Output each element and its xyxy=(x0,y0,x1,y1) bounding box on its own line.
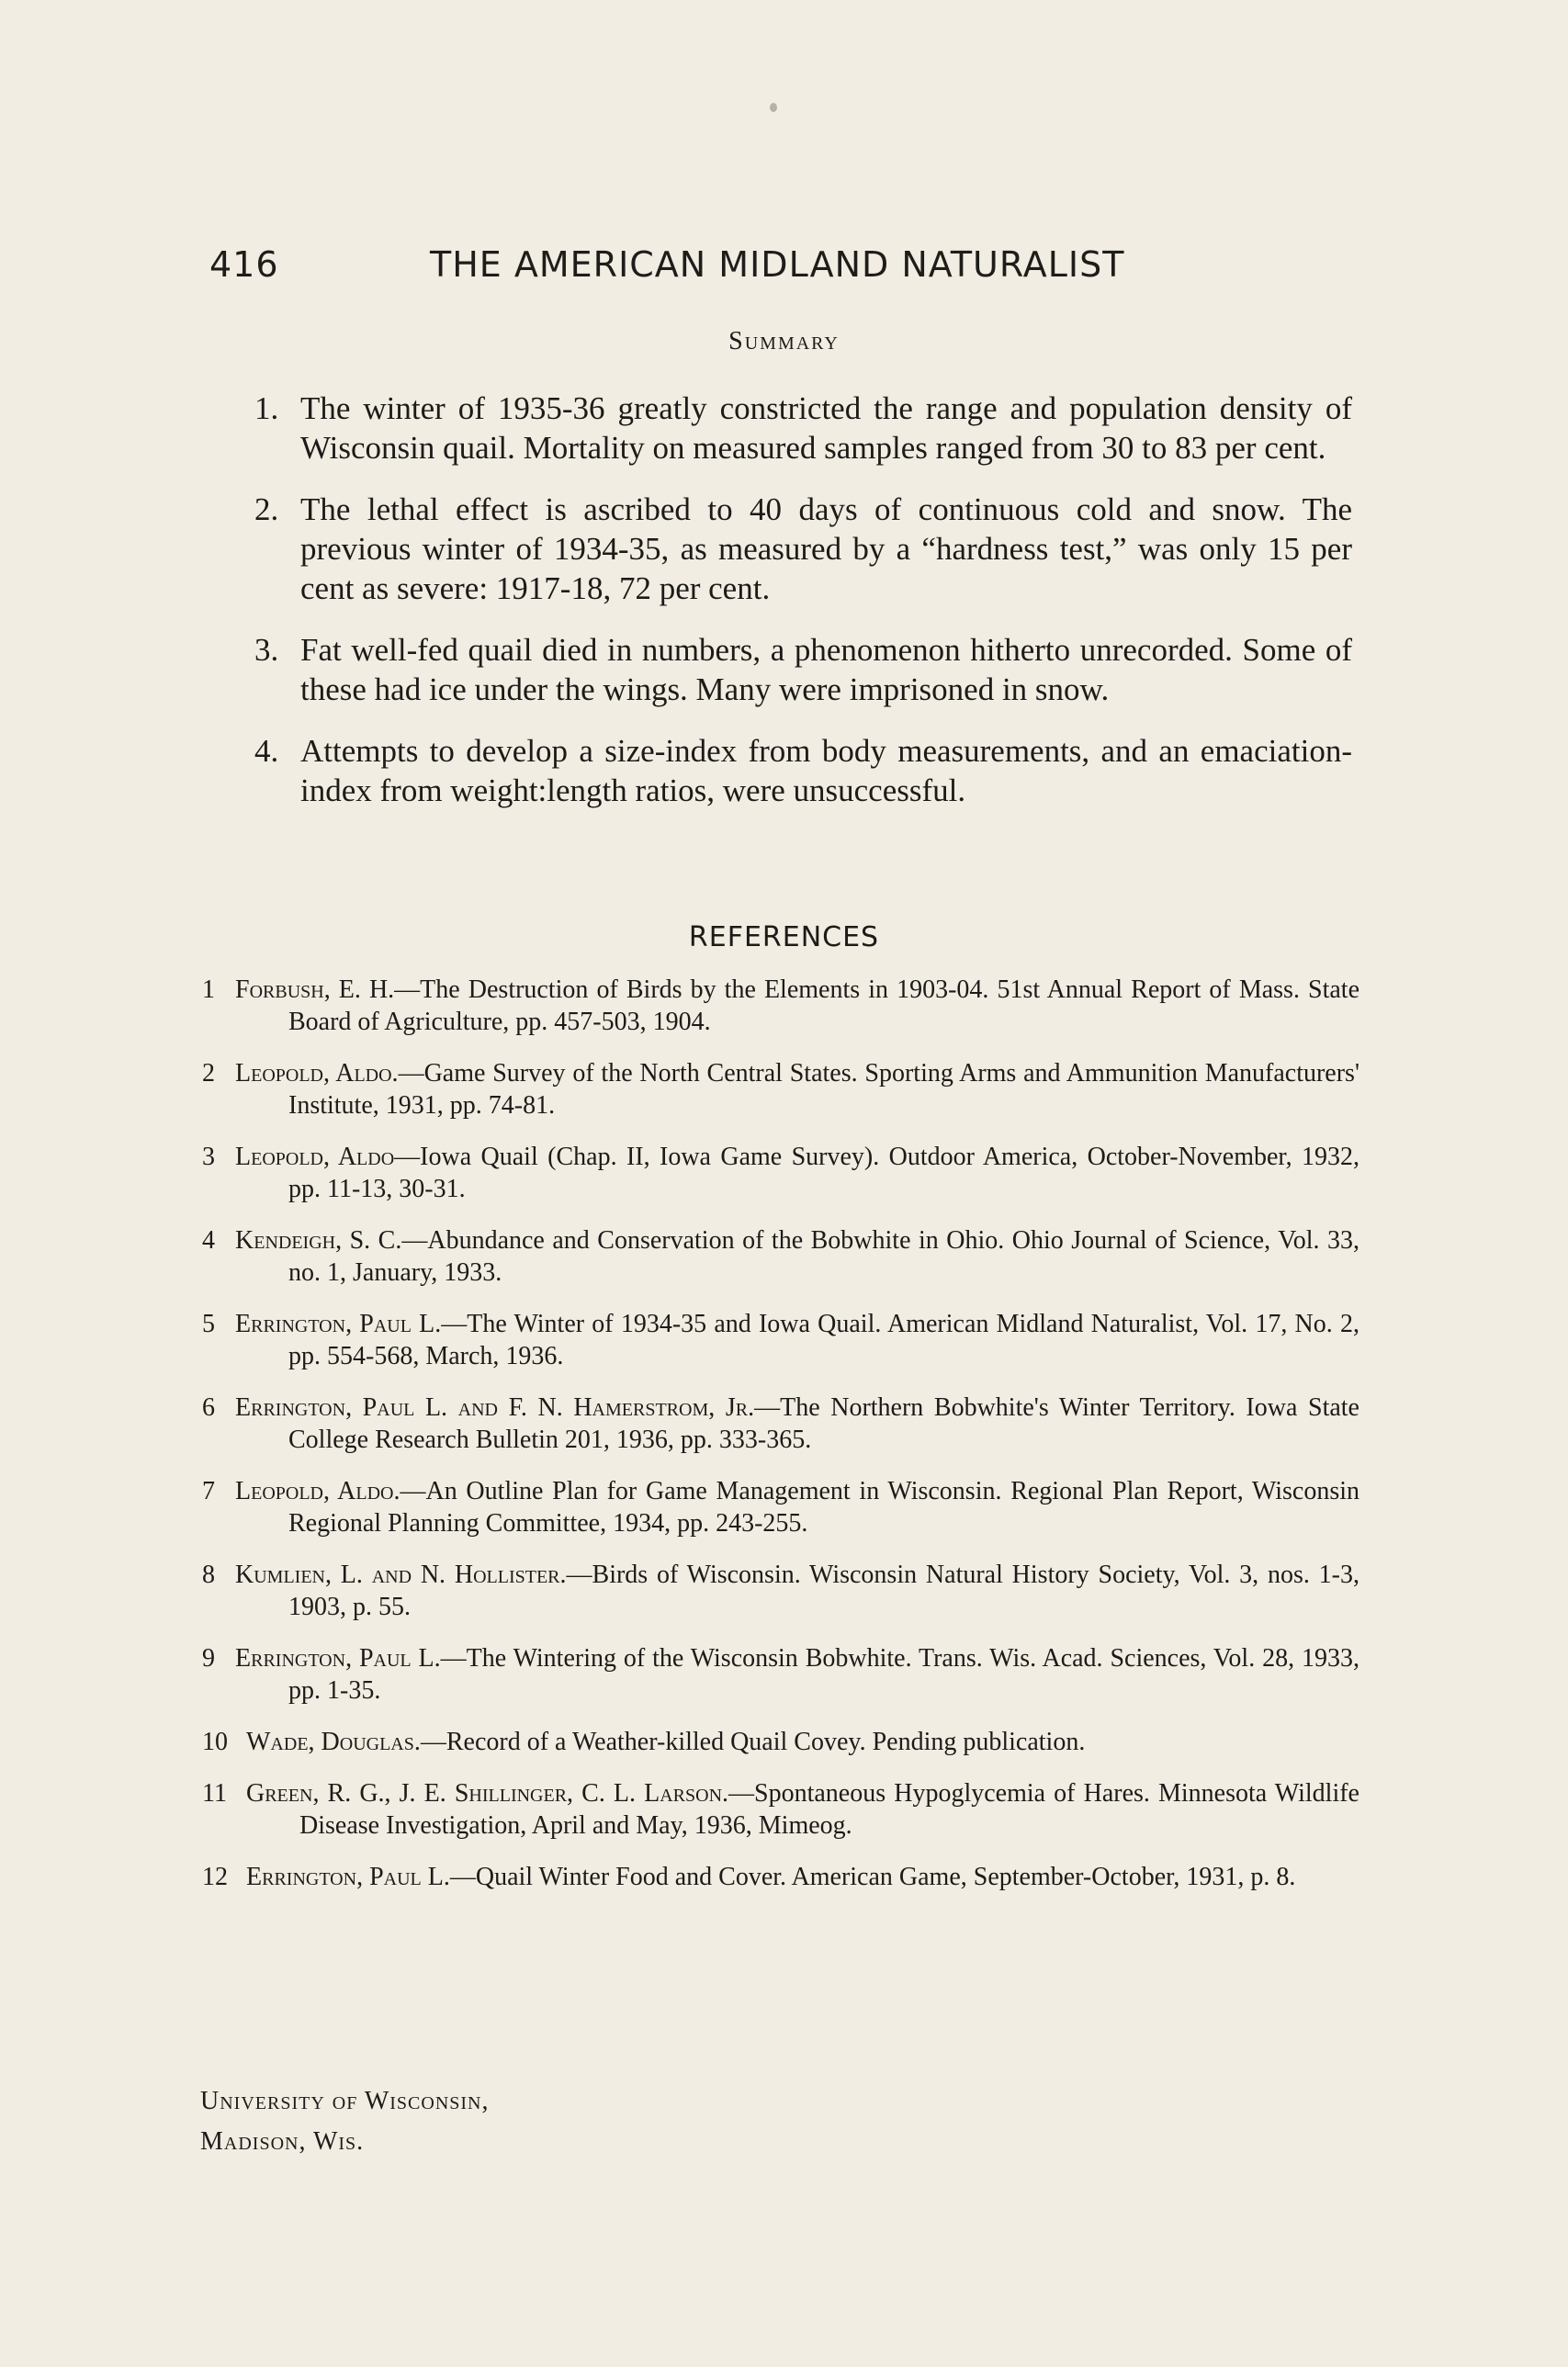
reference-item xyxy=(202,1726,1359,1758)
reference-text: —Iowa Quail (Chap. II, Iowa Game Survey). Outdoor America, October-November, 1932, pp. 11-13, 30-31. xyxy=(288,1143,1359,1203)
reference-body xyxy=(235,1475,1359,1539)
summary-item-number: 3. xyxy=(254,632,279,668)
reference-body xyxy=(235,1392,1359,1456)
summary-item xyxy=(254,630,1352,709)
reference-text: —The Winter of 1934-35 and Iowa Quail. American Midland Naturalist, Vol. 17, No. 2, pp. 554-568, March, 1936. xyxy=(288,1310,1359,1370)
reference-number: 6 xyxy=(202,1393,215,1422)
reference-number: 11 xyxy=(202,1779,227,1808)
summary-list xyxy=(254,389,1352,832)
print-speck xyxy=(770,103,777,112)
reference-text: —Quail Winter Food and Cover. American Game, September-October, 1931, p. 8. xyxy=(449,1863,1296,1891)
reference-author: Errington, Paul L. xyxy=(246,1863,450,1891)
summary-item-number: 2. xyxy=(254,491,279,527)
author-affiliation xyxy=(200,2081,935,2162)
reference-body xyxy=(235,1224,1359,1289)
reference-item xyxy=(202,1057,1359,1122)
journal-title: THE AMERICAN MIDLAND NATURALIST xyxy=(430,244,1125,285)
summary-item xyxy=(254,389,1352,468)
summary-item-text: The winter of 1935-36 greatly constricted the range and population density of Wisconsin quail. Mortality on measured samples ranged from 30 to 83 per cent. xyxy=(300,390,1352,466)
reference-body xyxy=(235,974,1359,1038)
reference-number: 7 xyxy=(202,1477,215,1505)
reference-author: Kendeigh, S. C. xyxy=(235,1226,402,1255)
affiliation-institution: University of Wisconsin, xyxy=(200,2087,490,2115)
reference-item xyxy=(202,1308,1359,1372)
reference-item xyxy=(202,1777,1359,1842)
reference-author: Leopold, Aldo. xyxy=(235,1477,400,1505)
summary-item xyxy=(254,731,1352,810)
reference-body xyxy=(235,1642,1359,1707)
reference-author: Leopold, Aldo xyxy=(235,1143,395,1171)
reference-text: —The Wintering of the Wisconsin Bobwhite. Trans. Wis. Acad. Sciences, Vol. 28, 1933, pp. 1-35. xyxy=(288,1644,1359,1705)
reference-body xyxy=(235,1559,1359,1623)
summary-item-text: Fat well-fed quail died in numbers, a phenomenon hitherto unrecorded. Some of these had ice under the wings. Many were imprisoned in snow. xyxy=(300,632,1352,707)
reference-item xyxy=(202,1475,1359,1539)
reference-number: 4 xyxy=(202,1226,215,1255)
reference-item xyxy=(202,1224,1359,1289)
reference-item xyxy=(202,1642,1359,1707)
reference-text: —Birds of Wisconsin. Wisconsin Natural History Society, Vol. 3, nos. 1-3, 1903, p. 55. xyxy=(288,1561,1359,1621)
summary-heading: Summary xyxy=(728,327,840,355)
reference-author: Errington, Paul L. and F. N. Hamerstrom, Jr. xyxy=(235,1393,755,1422)
reference-body xyxy=(246,1861,1359,1893)
reference-number: 8 xyxy=(202,1561,215,1589)
reference-text: —The Northern Bobwhite's Winter Territory. Iowa State College Research Bulletin 201, 1936, pp. 333-365. xyxy=(288,1393,1359,1454)
reference-text: —Abundance and Conservation of the Bobwhite in Ohio. Ohio Journal of Science, Vol. 33, no. 1, January, 1933. xyxy=(288,1226,1359,1287)
reference-text: —Game Survey of the North Central States. Sporting Arms and Ammunition Manufacturers' Institute, 1931, pp. 74-81. xyxy=(288,1059,1359,1120)
reference-number: 1 xyxy=(202,975,215,1004)
reference-item xyxy=(202,1861,1359,1893)
reference-author: Errington, Paul L. xyxy=(235,1310,442,1338)
summary-item-text: Attempts to develop a size-index from body measurements, and an emaciation-index from weight:length ratios, were unsuccessful. xyxy=(300,733,1352,808)
summary-item xyxy=(254,490,1352,608)
reference-text: —An Outline Plan for Game Management in Wisconsin. Regional Plan Report, Wisconsin Regional Planning Committee, 1934, pp. 243-255. xyxy=(288,1477,1359,1538)
summary-item-number: 1. xyxy=(254,390,279,426)
reference-author: Kumlien, L. and N. Hollister. xyxy=(235,1561,567,1589)
reference-item xyxy=(202,1559,1359,1623)
reference-body xyxy=(235,1057,1359,1122)
reference-text: —Record of a Weather-killed Quail Covey. Pending publication. xyxy=(420,1728,1086,1756)
reference-body xyxy=(246,1726,1359,1758)
page-number: 416 xyxy=(209,244,279,285)
reference-number: 9 xyxy=(202,1644,215,1673)
reference-author: Forbush, E. H. xyxy=(235,975,395,1004)
reference-number: 12 xyxy=(202,1863,228,1891)
reference-text: —The Destruction of Birds by the Elements in 1903-04. 51st Annual Report of Mass. State Board of Agriculture, pp. 457-503, 1904. xyxy=(288,975,1359,1036)
affiliation-location: Madison, Wis. xyxy=(200,2127,365,2156)
summary-item-text: The lethal effect is ascribed to 40 days of continuous cold and snow. The previous winter of 1934-35, as measured by a “hardness test,” was only 15 per cent as severe: 1917-18, 72 per cent. xyxy=(300,491,1352,606)
reference-number: 2 xyxy=(202,1059,215,1088)
reference-author: Leopold, Aldo. xyxy=(235,1059,399,1088)
reference-item xyxy=(202,974,1359,1038)
references-heading: REFERENCES xyxy=(688,921,880,953)
reference-number: 5 xyxy=(202,1310,215,1338)
reference-item xyxy=(202,1392,1359,1456)
reference-body xyxy=(246,1777,1359,1842)
reference-number: 10 xyxy=(202,1728,228,1756)
reference-number: 3 xyxy=(202,1143,215,1171)
reference-author: Wade, Douglas. xyxy=(246,1728,421,1756)
reference-item xyxy=(202,1141,1359,1205)
summary-item-number: 4. xyxy=(254,733,279,769)
reference-body xyxy=(235,1141,1359,1205)
running-head xyxy=(209,244,1165,288)
references-list xyxy=(202,974,1359,1912)
reference-author: Green, R. G., J. E. Shillinger, C. L. Larson. xyxy=(246,1779,729,1808)
reference-text: —Spontaneous Hypoglycemia of Hares. Minnesota Wildlife Disease Investigation, April and May, 1936, Mimeog. xyxy=(299,1779,1359,1840)
reference-body xyxy=(235,1308,1359,1372)
reference-author: Errington, Paul L. xyxy=(235,1644,441,1673)
